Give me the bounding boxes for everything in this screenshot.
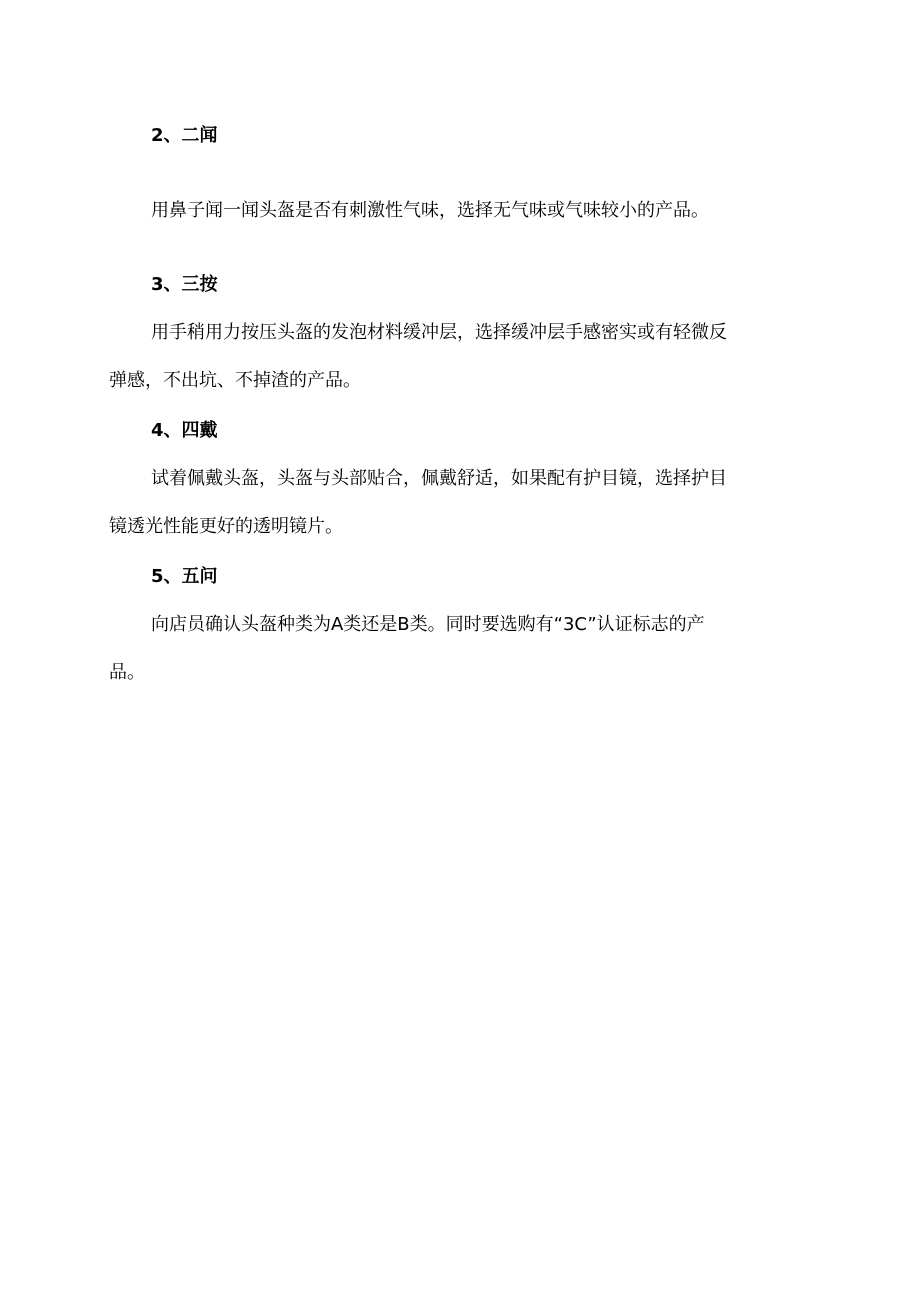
body-line: 镜透光性能更好的透明镜片。 [109,516,343,537]
section-heading-press: 3、三按 [151,274,218,295]
section-body-ask [109,601,799,697]
section-heading-ask: 5、五问 [151,566,218,587]
body-line: 试着佩戴头盔，头盔与头部贴合，佩戴舒适，如果配有护目镜，选择护目 [151,468,727,489]
section-heading-smell: 2、二闻 [151,125,218,146]
section-body-smell [109,187,799,235]
section-heading-wear: 4、四戴 [151,420,218,441]
body-line: 品。 [109,662,145,683]
body-line: 向店员确认头盔种类为A类还是B类。同时要选购有“3C”认证标志的产 [151,614,705,635]
body-line: 用鼻子闻一闻头盔是否有刺激性气味，选择无气味或气味较小的产品。 [151,200,709,221]
section-body-press [109,309,799,405]
section-body-wear [109,455,799,551]
body-line: 用手稍用力按压头盔的发泡材料缓冲层，选择缓冲层手感密实或有轻微反 [151,322,727,343]
body-line: 弹感，不出坑、不掉渣的产品。 [109,370,361,391]
